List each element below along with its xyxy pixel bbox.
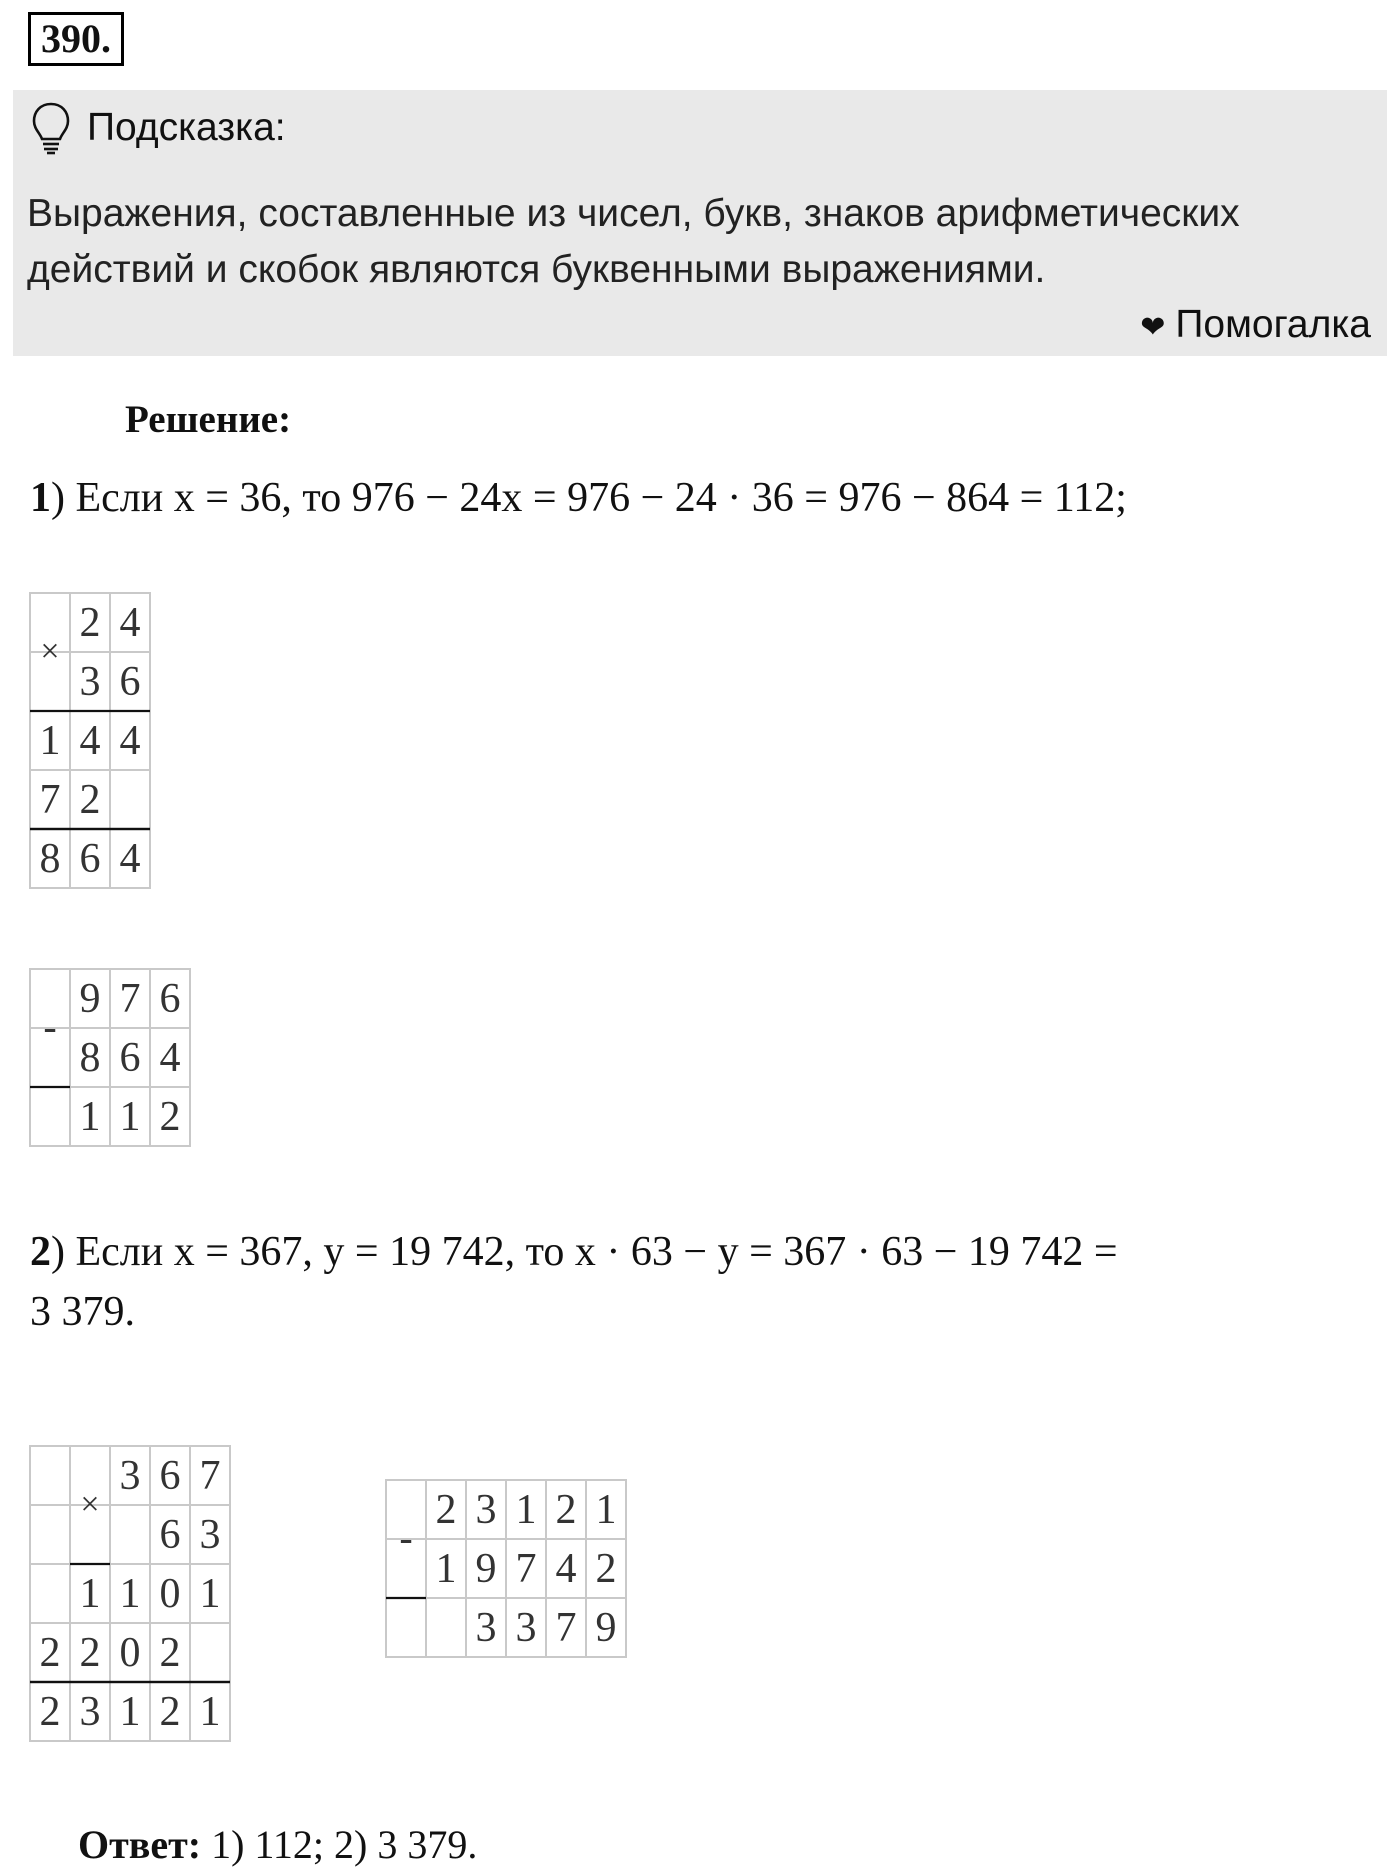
operation-sign: × [80,1486,100,1523]
column-calc-mult-367-63 [30,1446,230,1741]
digit: 4 [159,1035,181,1082]
digit: 8 [39,836,61,883]
grid-cell [426,1598,466,1657]
digit: 6 [119,1035,141,1082]
digit: 4 [119,600,141,647]
answer-text: 1) 112; 2) 3 379. [201,1822,478,1867]
digit: 3 [475,1605,497,1652]
digit: 1 [119,1571,141,1618]
digit: 9 [79,976,101,1023]
digit: 2 [79,777,101,824]
digit: 1 [119,1689,141,1736]
grid-cell [30,1087,70,1146]
part-2-number: 2 [30,1229,51,1275]
grid-cell [110,1505,150,1564]
digit: 3 [79,1689,101,1736]
digit: 3 [119,1453,141,1500]
digit: 7 [555,1605,577,1652]
grid-cell [30,1505,70,1564]
digit: 0 [119,1630,141,1677]
digit: 2 [159,1630,181,1677]
part-2-line-1: ) Если x = 367, y = 19 742, то x · 63 − y = 367 · 63 − 19 742 = [51,1229,1118,1275]
digit: 2 [595,1546,617,1593]
digit: 1 [435,1546,457,1593]
digit: 6 [159,976,181,1023]
part-1-number: 1 [30,475,51,521]
digit: 6 [79,836,101,883]
solution-title: Решение: [125,398,292,441]
grid-cell [386,1598,426,1657]
column-calc-sub-23121-19742 [386,1480,626,1657]
digit: 3 [475,1487,497,1534]
solution-part-2 [30,1224,1118,1280]
grid-cell [190,1623,230,1682]
digit: 3 [515,1605,537,1652]
digit: 7 [515,1546,537,1593]
grid-cell [30,1446,70,1505]
digit: 9 [595,1605,617,1652]
answer [78,1820,477,1870]
operation-sign: × [40,633,60,670]
operation-sign: - [399,1515,413,1560]
column-calc-sub-976-864 [30,969,190,1146]
digit: 7 [39,777,61,824]
operation-sign: - [43,1004,57,1049]
answer-label: Ответ: [78,1822,202,1867]
digit: 1 [199,1571,221,1618]
digit: 6 [159,1453,181,1500]
hint-text: Выражения, составленные из чисел, букв, знаков арифметических действий и скобок являются буквенными выражениями. [27,192,1240,291]
digit: 3 [79,659,101,706]
digit: 2 [39,1630,61,1677]
digit: 2 [39,1689,61,1736]
digit: 7 [199,1453,221,1500]
heart-icon: ❤ [1140,311,1166,344]
digit: 2 [159,1689,181,1736]
digit: 1 [39,718,61,765]
digit: 1 [199,1689,221,1736]
digit: 4 [119,836,141,883]
digit: 7 [119,976,141,1023]
digit: 1 [79,1571,101,1618]
grid-cell [30,1564,70,1623]
digit: 2 [79,1630,101,1677]
digit: 6 [159,1512,181,1559]
part-2-line-2: 3 379. [30,1289,135,1335]
digit: 4 [119,718,141,765]
digit: 2 [79,600,101,647]
grid-cell [110,770,150,829]
digit: 1 [119,1094,141,1141]
digit: 2 [555,1487,577,1534]
digit: 1 [595,1487,617,1534]
part-1-text: ) Если x = 36, то 976 − 24x = 976 − 24 · 36 = 976 − 864 = 112; [51,475,1127,521]
task-number-text: 390. [41,16,111,61]
digit: 6 [119,659,141,706]
hint-footer-label: Помогалка [1175,303,1371,346]
digit: 2 [159,1094,181,1141]
digit: 9 [475,1546,497,1593]
digit: 1 [515,1487,537,1534]
digit: 1 [79,1094,101,1141]
digit: 4 [79,718,101,765]
digit: 8 [79,1035,101,1082]
digit: 4 [555,1546,577,1593]
digit: 3 [199,1512,221,1559]
digit: 0 [159,1571,181,1618]
hint-title: Подсказка: [87,106,286,149]
column-calc-mult-24-36 [30,593,150,888]
digit: 2 [435,1487,457,1534]
